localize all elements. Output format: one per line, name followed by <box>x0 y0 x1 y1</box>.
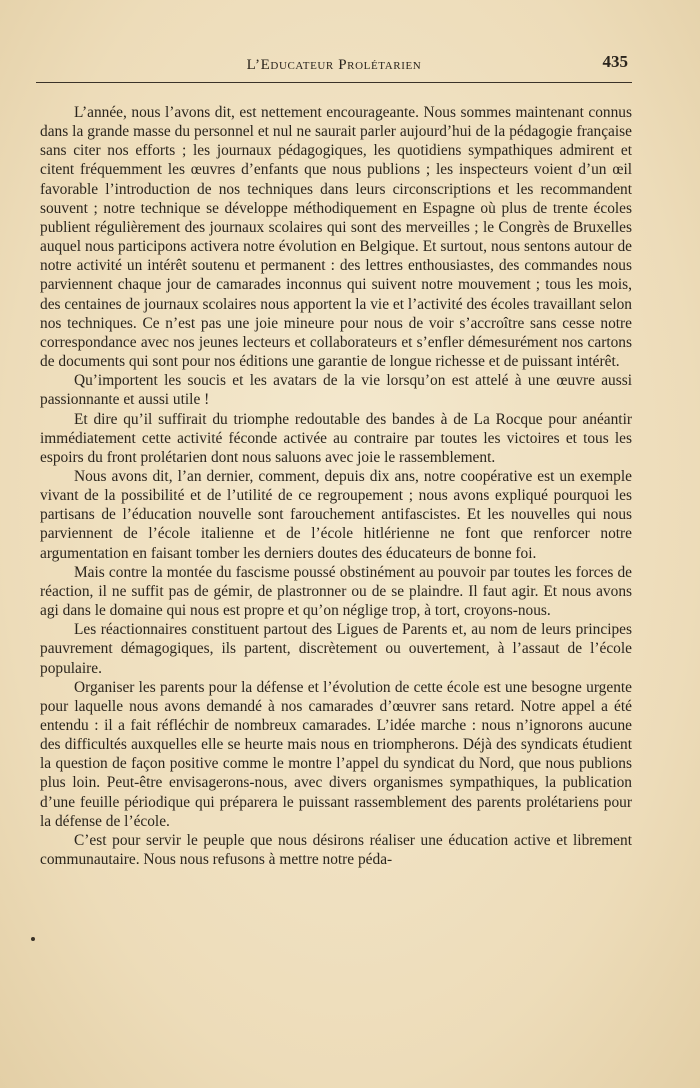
margin-mark <box>31 937 35 941</box>
paragraph: L’année, nous l’avons dit, est nettement encourageante. Nous sommes maintenant connus dans la grande masse du personnel et nul ne saurait parler aujourd’hui de la pédagogie française sans citer nos efforts ; les journaux pédagogiques, les quotidiens sympathiques admirent et citent fréquemment les œuvres d’enfants que nous publions ; les inspecteurs voient d’un œil favorable l’introduction de nos techniques dans leurs circonscriptions et les recommandent souvent ; notre technique se développe méthodiquement en Espagne où plus de trente écoles publient régulièrement des journaux scolaires qui sont des merveilles ; le Congrès de Bruxelles auquel nous participons activera notre évolution en Belgique. Et surtout, nous sentons autour de notre activité un intérêt soutenu et permanent : des lettres enthousiastes, des commandes nous parviennent chaque jour de camarades inconnus qui suivent notre mouvement ; tous les mois, des centaines de journaux scolaires nous apportent la vie et l’activité des écoles travaillant selon nos techniques. Ce n’est pas une joie mineure pour nous de voir s’accroître sans cesse notre correspondance avec nos jeunes lecteurs et collaborateurs et s’enfler démesurément nos cartons de documents qui sont pour nos éditions une garantie de longue richesse et de puissant intérêt. <box>40 104 632 371</box>
running-title: L’Educateur Prolétarien <box>246 57 422 73</box>
paragraph: Qu’importent les soucis et les avatars de la vie lorsqu’on est attelé à une œuvre aussi passionnante et aussi utile ! <box>40 372 632 409</box>
paragraph: Organiser les parents pour la défense et l’évolution de cette école est une besogne urgente pour laquelle nous avons demandé à nos camarades d’œuvrer sans retard. Notre appel a été entendu : il a fait réfléchir de nombreux camarades. L’idée marche : nous n’ignorons aucune des difficultés auxquelles elle se heurte mais nous en triompherons. Déjà des syndicats étudient la question de façon positive comme le montre l’appel du syndicat du Nord, que nous publions plus loin. Peut-être envisagerons-nous, avec divers organismes sympathiques, la publication d’une feuille périodique qui préparera le puissant rassemblement des parents prolétariens pour la défense de l’école. <box>40 678 632 830</box>
paragraph: Et dire qu’il suffirait du triomphe redoutable des bandes à de La Rocque pour anéantir immédiatement cette activité féconde activée au contraire par toutes les victoires et tous les espoirs du front prolétarien dont nous saluons avec joie le rassemblement. <box>40 410 632 466</box>
paragraph: Mais contre la montée du fascisme poussé obstinément au pouvoir par toutes les forces de réaction, il ne suffit pas de gémir, de plastronner ou de se plaindre. Il faut agir. Et nous avons agi dans le domaine qui nous est propre et qu’on néglige trop, à tort, croyons-nous. <box>40 563 632 620</box>
page-header <box>36 48 632 83</box>
page-number: 435 <box>602 52 628 71</box>
paragraph: Nous avons dit, l’an dernier, comment, depuis dix ans, notre coopérative est un exemple vivant de la possibilité et de l’utilité de ce regroupement ; nous avons expliqué pourquoi les partisans de l’éducation nouvelle sont farouchement antifascistes. Et les nouvelles qui nous parviennent de l’école italienne et de l’école hitlérienne ne font que renforcer notre argumentation en faisant tomber les derniers doutes des éducateurs de bonne foi. <box>40 467 632 562</box>
paragraph: C’est pour servir le peuple que nous désirons réaliser une éducation active et librement communautaire. Nous nous refusons à mettre notre péda- <box>40 831 632 869</box>
paragraph: Les réactionnaires constituent partout des Ligues de Parents et, au nom de leurs principes pauvrement démagogiques, ils partent, discrètement ou ouvertement, à l’assaut de l’école populaire. <box>40 621 632 677</box>
article-body <box>40 103 632 869</box>
